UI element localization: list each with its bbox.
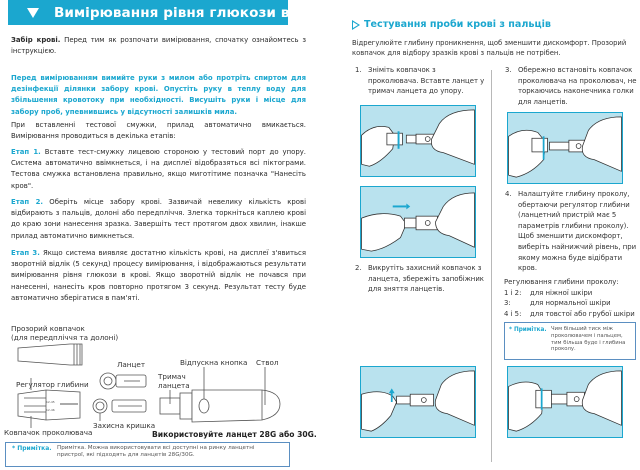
finger-testing-heading: Тестування проби крові з пальців (364, 19, 551, 30)
illustration-step-4 (507, 366, 623, 438)
depth-value: для нормальної шкіри (530, 299, 611, 307)
lancet-usage-note: Використовуйте ланцет 28G або 30G. (152, 430, 317, 439)
stage-1 (11, 147, 306, 192)
dial-label-1: 12-45 (46, 400, 55, 404)
step-1 (355, 65, 485, 97)
note-text: Чим більший тиск між проколювачем і пальцем, тим більша буде і глибина проколу. (551, 326, 626, 353)
hands-insert-lancet-drawing (361, 106, 475, 176)
step-4-text: Налаштуйте глибину проколу, обертаючи регулятор глибини (ланцетний пристрій має 5 параметрів глибини проколу). Щоб зменшити дискомфорт, виберіть найнижчий рівень, при якому можна буде відібрати кров. (518, 190, 637, 273)
finger-testing-intro: Відрегулюйте глибину проникнення, щоб зменшити дискомфорт. Прозорий ковпачок для відбору зразків крові з пальців не потрібен. (352, 39, 627, 58)
step-4 (505, 189, 640, 274)
label-lancet: Ланцет (117, 360, 146, 369)
note-box-right (504, 322, 636, 360)
clear-cap-shape (18, 344, 82, 365)
label-protective-cap: Захисна кришка (93, 421, 156, 430)
lancing-device-diagram (0, 320, 330, 440)
hands-twist-cap-drawing (361, 367, 475, 437)
stage-1-text: Вставте тест-смужку лицевою стороною у тестовий порт до упору. Система автоматично ввімкнеться, і на дисплеї відобразяться всі піктограми. Тестова смужка встановлена правильно, якщо миготітиме позначка "Нанесіть кров". (11, 148, 306, 190)
depth-key: 4 і 5: (504, 309, 522, 318)
section-title-bar (8, 0, 337, 25)
note-label: * Примітка. (509, 327, 547, 333)
blood-sampling-text: Перед тим як розпочати вимірювання, спочатку ознайомтесь з інструкцією. (11, 36, 307, 56)
step-1-text: Зніміть ковпачок з проколювача. Вставте ланцет у тримач ланцета до упору. (368, 66, 485, 96)
depth-value: для ніжної шкіри (530, 288, 593, 297)
column-divider (491, 70, 492, 462)
step-3-text: Обережно встановіть ковпачок проколювача на проколювач, не торкаючись наконечника голки для ланцетів. (518, 66, 637, 106)
label-clear-cap-sub: (для передпліччя та долоні) (11, 333, 119, 342)
label-clear-cap: Прозорий ковпачок (11, 324, 85, 333)
dial-label-2: 12-46 (46, 408, 55, 412)
stage-3-text: Якщо система виявляє достатню кількість крові, на дисплеї з'явиться зворотній відлік (5 секунд) процесу вимірювання, і відображаються результати вимірювання рівня глюкози в крові. Якщо зворотній відлік не почався при нанесенні, нанесіть кров повторно протягом 3 секунд. Результат тесту буде автоматично зберігатися в пам'яті. (11, 249, 306, 302)
step-1-number: 1. (355, 66, 362, 74)
play-outline-icon (352, 20, 360, 30)
stage-1-label: Етап 1. (11, 148, 41, 156)
step-2-text: Викрутіть захисний ковпачок з ланцета, збережіть запобіжник для зняття ланцетів. (368, 264, 484, 294)
note-label: * Примітка. (12, 445, 52, 452)
label-lancet-holder: Тримач (158, 372, 186, 381)
section-title: Вимірювання рівня глюкози в крові (54, 4, 337, 21)
label-lancing-cap: Ковпачок проколювача (4, 428, 93, 437)
stage-2 (11, 197, 306, 242)
step-3 (505, 65, 640, 107)
illustration-step-1b (360, 186, 476, 258)
stage-3-label: Етап 3. (11, 249, 40, 257)
depth-key: 3: (504, 299, 511, 307)
label-release-button: Відпускна кнопка (180, 358, 248, 367)
illustration-step-3 (507, 112, 623, 184)
illustration-step-1 (360, 105, 476, 177)
release-button-shape (199, 399, 209, 413)
hands-attach-cap-drawing (508, 113, 622, 183)
depth-row (504, 298, 640, 309)
note-text: Примітка. Можна використовувати всі доступні на ринку ланцетні пристрої, які підходять для ланцетів 28G/30G. (57, 445, 255, 459)
depth-row (504, 309, 640, 320)
blood-sampling-intro (11, 35, 306, 57)
stage-3 (11, 248, 306, 304)
finger-testing-section (330, 0, 640, 470)
illustration-step-2 (360, 366, 476, 438)
blood-sampling-label: Забір крові. (11, 36, 61, 44)
stage-2-text: Оберіть місце забору крові. Зазвичай невелику кількість крові відбирають з пальців, долоні або передпліччя. Злегка торкніться каплею крові до краю зони нанесення зразка. Завершіть тест протягом двох хвилин, інакше прилад автоматично вимкнеться. (11, 198, 306, 240)
lancing-device-drawing (0, 320, 330, 440)
depth-value: для товстої або грубої шкіри (530, 309, 635, 318)
hand-washing-instruction: Перед вимірюванням вимийте руки з милом або протріть спиртом для дезінфекції ділянки забору крові. Опустіть руку в теплу воду для збільшення кровотоку при необхідності. Висушіть руки і місце для забору проб, упевнившись у відсутності залишків мила. (11, 74, 306, 116)
note-box-left (5, 442, 290, 467)
label-depth-regulator: Регулятор глибини (16, 380, 89, 389)
step-2 (355, 263, 485, 295)
depth-settings (504, 277, 640, 319)
hands-adjust-depth-drawing (508, 367, 622, 437)
auto-power-text: При вставленні тестової смужки, прилад автоматично вмикається. Вимірювання проводиться в декілька етапів: (11, 121, 306, 141)
label-lancet-holder-sub: ланцета (158, 381, 190, 390)
label-barrel: Ствол (256, 358, 279, 367)
lancing-cap-shape (18, 390, 80, 420)
triangle-down-icon (27, 8, 39, 18)
finger-testing-title (352, 19, 551, 30)
step-2-number: 2. (355, 264, 362, 272)
hands-push-lancet-drawing (361, 187, 475, 257)
step-3-number: 3. (505, 66, 512, 74)
step-4-number: 4. (505, 190, 512, 198)
stage-2-label: Етап 2. (11, 198, 44, 206)
depth-key: 1 і 2: (504, 288, 522, 297)
depth-heading: Регулювання глибини проколу: (504, 278, 619, 286)
depth-row (504, 288, 640, 299)
